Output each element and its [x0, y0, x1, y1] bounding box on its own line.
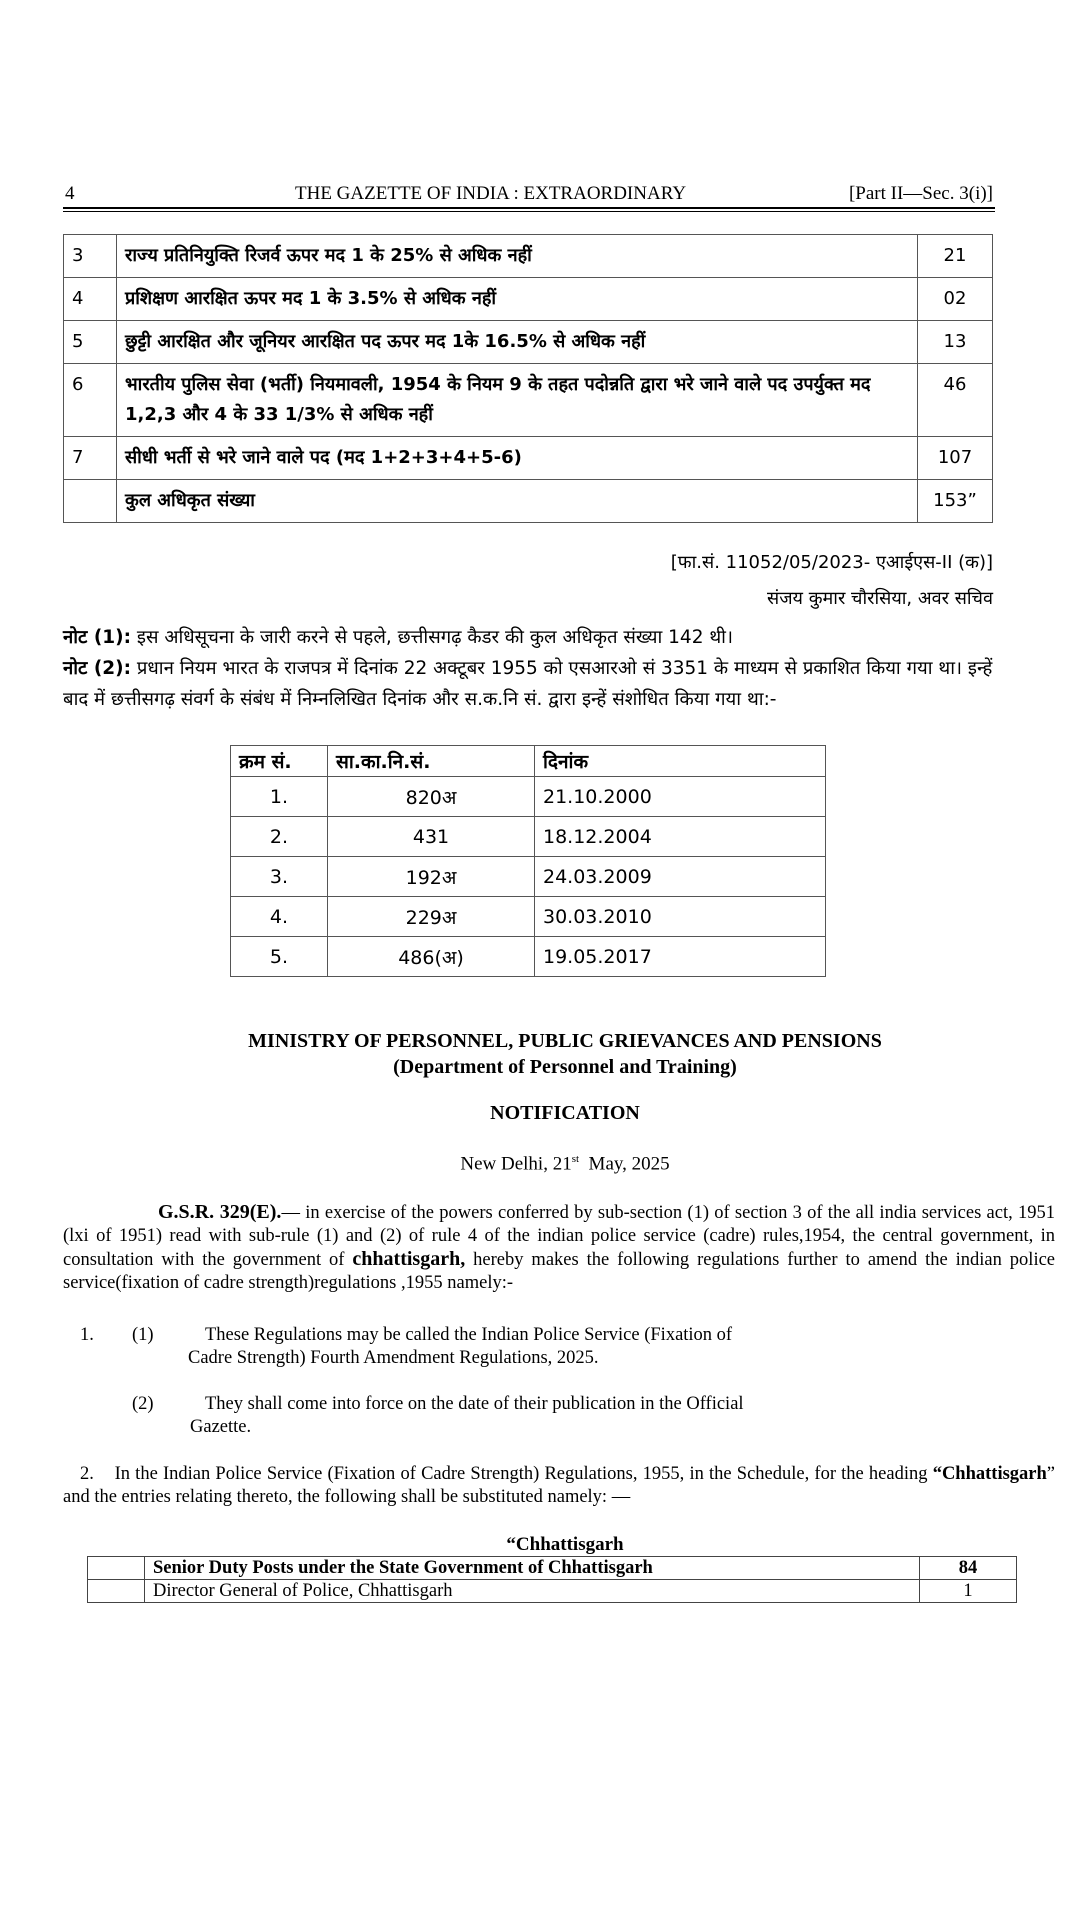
gsr-text-2: hereby makes the following regulations further to amend the indian police service(fixation of cadre strength)regulations ,1955 namely:-	[63, 1250, 1056, 1293]
table-row	[231, 817, 826, 857]
table-row	[64, 437, 993, 480]
table-row	[231, 777, 826, 817]
row-value: 1	[920, 1580, 1017, 1603]
row-description: भारतीय पुलिस सेवा (भर्ती) नियमावली, 1954 के नियम 9 के तहत पदोन्नति द्वारा भरे जाने वाले पद उपर्युक्त मद 1,2,3 और 4 के 33 1/3% से अधिक नहीं	[117, 364, 918, 437]
table-row	[64, 321, 993, 364]
note-2	[63, 653, 998, 715]
row-number: 6	[64, 364, 117, 437]
gsr-cell: 229अ	[328, 897, 535, 937]
row-number: 7	[64, 437, 117, 480]
serial-cell: 3.	[231, 857, 328, 897]
serial-cell: 1.	[231, 777, 328, 817]
table-row	[64, 278, 993, 321]
running-header	[63, 183, 993, 207]
serial-cell: 4.	[231, 897, 328, 937]
note-2-text: प्रधान नियम भारत के राजपत्र में दिनांक 22 अक्टूबर 1955 को एसआरओ सं 3351 के माध्यम से प्रकाशित किया गया था। इन्हें बाद में छत्तीसगढ़ संवर्ग के संबंध में निम्नलिखित दिनांक और स.क.नि सं. द्वारा इन्हें संशोधित किया गया था:-	[63, 658, 993, 710]
table-row	[88, 1580, 1017, 1603]
gsr-cell: 820अ	[328, 777, 535, 817]
row-number: 3	[64, 235, 117, 278]
col-serial: क्रम सं.	[231, 746, 328, 777]
part-section: [Part II—Sec. 3(i)]	[848, 183, 993, 204]
clause-2-line-1: They shall come into force on the date of their publication in the Official	[205, 1394, 744, 1414]
date-cell: 18.12.2004	[535, 817, 826, 857]
gsr-paragraph	[63, 1201, 1055, 1295]
date-month-year: May, 2025	[579, 1153, 670, 1175]
file-reference: [फा.सं. 11052/05/2023- एआईएस-II (क)]	[670, 552, 993, 573]
note-1	[63, 622, 998, 653]
row-value: 84	[920, 1557, 1017, 1580]
date-cell: 19.05.2017	[535, 937, 826, 977]
serial-cell: 2.	[231, 817, 328, 857]
department-heading: (Department of Personnel and Training)	[393, 1056, 737, 1078]
col-date: दिनांक	[535, 746, 826, 777]
date-text: New Delhi, 21	[460, 1153, 572, 1175]
table-row	[64, 364, 993, 437]
row-number	[88, 1580, 145, 1603]
row-value: 46	[918, 364, 993, 437]
clause-2-number: 2.	[80, 1464, 94, 1484]
page-number: 4	[65, 183, 75, 204]
note-2-label: नोट (2):	[63, 658, 132, 679]
row-description: Director General of Police, Chhattisgarh	[145, 1580, 920, 1603]
cadre-strength-table-hindi	[63, 234, 993, 523]
col-gsr: सा.का.नि.सं.	[328, 746, 535, 777]
row-value: 107	[918, 437, 993, 480]
notification-heading: NOTIFICATION	[490, 1102, 640, 1124]
gsr-cell: 486(अ)	[328, 937, 535, 977]
clause-2-text-2: ” and the entries relating thereto, the following shall be substituted namely: —	[63, 1464, 1056, 1507]
amendment-table-header	[231, 746, 826, 777]
date-cell: 21.10.2000	[535, 777, 826, 817]
row-description: छुट्टी आरक्षित और जूनियर आरक्षित पद ऊपर मद 1के 16.5% से अधिक नहीं	[117, 321, 918, 364]
gsr-cell: 192अ	[328, 857, 535, 897]
row-number	[88, 1557, 145, 1580]
table-row	[64, 235, 993, 278]
row-description: सीधी भर्ती से भरे जाने वाले पद (मद 1+2+3+4+5-6)	[117, 437, 918, 480]
row-number: 4	[64, 278, 117, 321]
row-description: प्रशिक्षण आरक्षित ऊपर मद 1 के 3.5% से अधिक नहीं	[117, 278, 918, 321]
row-description: Senior Duty Posts under the State Government of Chhattisgarh	[145, 1557, 920, 1580]
row-value: 02	[918, 278, 993, 321]
schedule-table	[87, 1556, 1017, 1603]
header-rule-thin	[63, 211, 995, 212]
clause-2-line-2: Gazette.	[190, 1417, 252, 1437]
table-row	[88, 1557, 1017, 1580]
gazette-title: THE GAZETTE OF INDIA : EXTRAORDINARY	[295, 183, 687, 204]
row-value: 13	[918, 321, 993, 364]
table-row	[231, 937, 826, 977]
clause-1-number: 1.	[80, 1325, 94, 1345]
row-description: कुल अधिकृत संख्या	[117, 480, 918, 523]
table-row	[64, 480, 993, 523]
row-number: 5	[64, 321, 117, 364]
gsr-cell: 431	[328, 817, 535, 857]
table-row	[231, 857, 826, 897]
ministry-heading: MINISTRY OF PERSONNEL, PUBLIC GRIEVANCES AND PENSIONS	[248, 1030, 882, 1052]
amendment-table	[230, 745, 826, 977]
row-description: राज्य प्रतिनियुक्ति रिजर्व ऊपर मद 1 के 25% से अधिक नहीं	[117, 235, 918, 278]
gsr-state: chhattisgarh,	[352, 1248, 466, 1270]
serial-cell: 5.	[231, 937, 328, 977]
table-row	[231, 897, 826, 937]
gsr-text-1: — in exercise of the powers conferred by sub-section (1) of section 3 of the all india services act, 1951 (lxi of 1951) read with sub-rule (1) and (2) of rule 4 of the indian police service (cadre) rules,1954, the central government, in consultation with the government of	[63, 1203, 1055, 1270]
clause-2-text-1: In the Indian Police Service (Fixation of Cadre Strength) Regulations, 1955, in the Schedule, for the heading	[114, 1464, 933, 1484]
clause-1-line-1: These Regulations may be called the Indian Police Service (Fixation of	[205, 1325, 733, 1345]
signatory: संजय कुमार चौरसिया, अवर सचिव	[767, 588, 993, 609]
clause-2-heading: “Chhattisgarh	[932, 1464, 1047, 1484]
clause-1-sub-2: (2)	[132, 1394, 154, 1414]
note-1-text: इस अधिसूचना के जारी करने से पहले, छत्तीसगढ़ कैडर की कुल अधिकृत संख्या 142 थी।	[131, 627, 733, 648]
clause-2-paragraph	[63, 1463, 1055, 1509]
clause-1-line-2: Cadre Strength) Fourth Amendment Regulations, 2025.	[188, 1348, 599, 1368]
clause-1-sub-1: (1)	[132, 1325, 154, 1345]
row-value: 153”	[918, 480, 993, 523]
note-1-label: नोट (1):	[63, 627, 132, 648]
gsr-label: G.S.R. 329(E).	[158, 1201, 282, 1223]
schedule-title: “Chhattisgarh	[506, 1534, 624, 1555]
row-value: 21	[918, 235, 993, 278]
date-superscript: st	[571, 1153, 580, 1165]
date-cell: 24.03.2009	[535, 857, 826, 897]
date-cell: 30.03.2010	[535, 897, 826, 937]
notification-date	[0, 1153, 1080, 1175]
row-number	[64, 480, 117, 523]
header-rule	[63, 207, 995, 209]
